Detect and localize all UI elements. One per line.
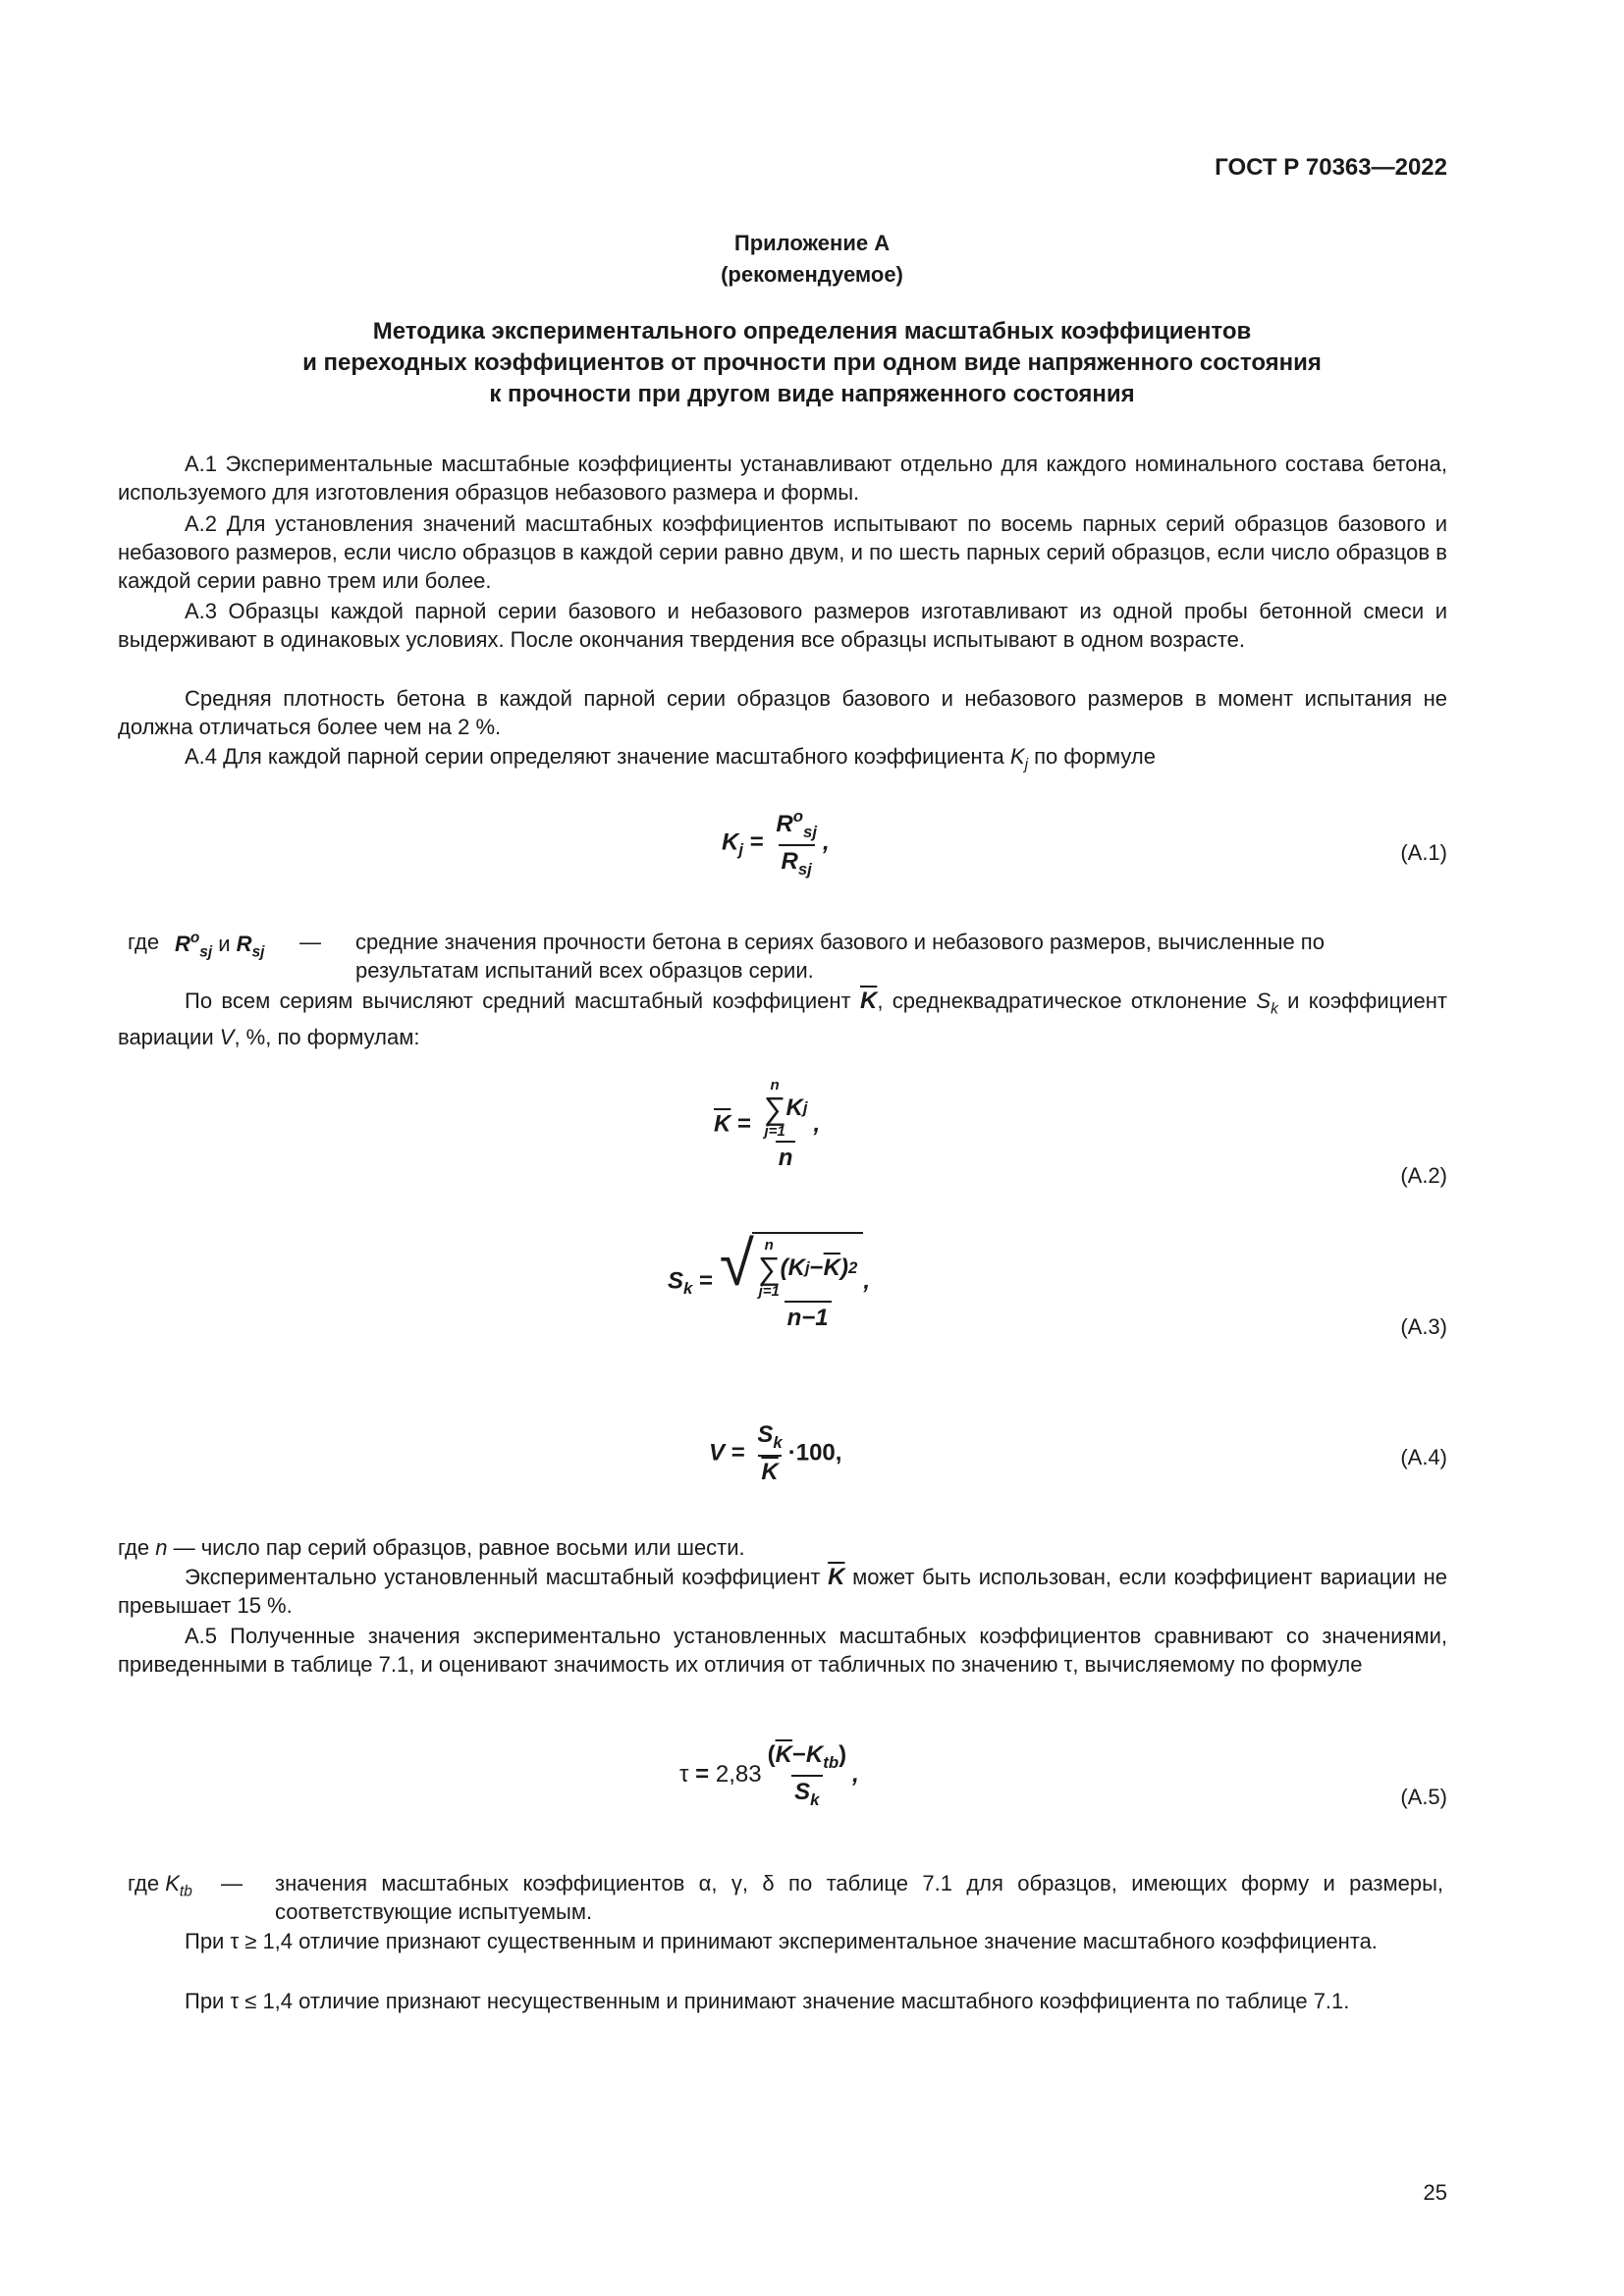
paragraph-density: Средняя плотность бетона в каждой парной серии образцов базового и небазового размеров в момент испытания не должна отличаться более чем на 2 %. [118,686,1447,739]
formula-a2-fraction: n ∑ j=1 K j n [763,1077,808,1171]
formula-a3-fraction: n ∑ j=1 (K j − $\overline{K}$ ) 2 n−1 [757,1237,858,1331]
paragraph-tau-le: При τ ≤ 1,4 отличие признают несущественным и принимают значение масштабного коэффициента по таблице 7.1. [185,1989,1350,2013]
annex-title: Приложение А [733,231,891,255]
formula-a1-fraction: $\frac{R^o_{sj}}{R_{sj}}$ [776,807,817,879]
formula-a5-number: (А.5) [1400,1785,1447,1809]
formula-a4-number: (А.4) [1400,1445,1447,1469]
page-number: 25 [1423,2180,1447,2205]
paragraph-a2: А.2 Для установления значений масштабных коэффициентов испытывают по восемь парных серий образцов базового и небазового размеров, если число образцов в каждой серии равно двум, и по шесть парных серий образцов, если число образцов в каждой серии равно трем или более. [118,511,1447,593]
definition-r-dash: — [299,930,321,954]
definition-ktb-dash: — [221,1871,243,1896]
formula-a4: V = $\frac{S_k}{K}$ ·100, [709,1421,842,1485]
paragraph-a3: А.3 Образцы каждой парной серии базового и небазового размеров изготавливают из одной пробы бетонной смеси и выдерживают в одинаковых условиях. После окончания твердения все образцы испытывают в одном возрасте. [118,599,1447,652]
definition-ktb-symbol: где $K_{tb}$ [128,1871,192,1900]
formula-a5-fraction: $\frac{(\overline{K}-K_{tb})}{S_k}$ [767,1741,847,1809]
definition-r-symbols: $R^o_{sj}$ и $R_{sj}$ [175,930,265,961]
definition-n: где n — число пар серий образцов, равное восьми или шести. [118,1535,745,1560]
paragraph-a4 [118,742,1447,778]
paragraph-a5: А.5 Полученные значения экспериментально установленных масштабных коэффициентов сравнивают со значениями, приведенными в таблице 7.1, и оценивают значимость их отличия от табличных по значению τ, вычисляемому по формуле [118,1624,1447,1677]
formula-a1-number: (А.1) [1400,840,1447,865]
formula-a5: τ = 2,83 $\frac{(\overline{K}-K_{tb})}{S_k}$ , [679,1741,859,1809]
formula-a3: $S_k$ = √ n ∑ j=1 (K j − $\overline{K}$ ) 2 n−1 , [668,1228,871,1331]
var-kj: $K_j$ [1009,744,1029,774]
formula-a3-number: (А.3) [1400,1314,1447,1339]
paragraph-a1: А.1 Экспериментальные масштабные коэффициенты устанавливают отдельно для каждого номинального состава бетона, используемого для изготовления образцов небазового размера и формы. [118,452,1447,505]
formula-a2-number: (А.2) [1400,1163,1447,1188]
paragraph-series: По всем сериям вычисляют средний масштабный коэффициент $\overline{K}$, среднеквадратическое отклонение $S_k$ и коэффициент вариации V, %, по формулам: [118,988,1447,1050]
section-title-line-1: Методика экспериментального определения масштабных коэффициентов [372,318,1252,345]
formula-a1: $K_j$ = $\frac{R^o_{sj}}{R_{sj}}$ , [722,807,830,879]
paragraph-experimental: Экспериментально установленный масштабный коэффициент $\overline{K}$ может быть использован, если коэффициент вариации не превышает 15 %. [118,1564,1447,1618]
paragraph-a4-text: А.4 Для каждой парной серии определяют значение масштабного коэффициента [185,744,1004,769]
annex-heading [0,228,1624,291]
section-title [0,316,1624,410]
definition-r-text: средние значения прочности бетона в сериях базового и небазового размеров, вычисленные по результатам испытаний всех образцов серии. [355,930,1325,983]
formula-a2: $\overline{K}$ = n ∑ j=1 K j n , [714,1077,821,1171]
paragraph-a4-end: по формуле [1034,744,1156,769]
annex-type: (рекомендуемое) [721,262,903,287]
definition-r-prefix: где [128,930,160,954]
formula-a4-fraction: $\frac{S_k}{K}$ [757,1421,783,1485]
section-title-line-2: и переходных коэффициентов от прочности при одном виде напряженного состояния [302,349,1322,376]
definition-ktb-text: значения масштабных коэффициентов α, γ, δ по таблице 7.1 для образцов, имеющих форму и размеры, соответствующие испытуемым. [275,1871,1443,1924]
section-title-line-3: к прочности при другом виде напряженного состояния [489,381,1135,407]
paragraph-tau-ge: При τ ≥ 1,4 отличие признают существенным и принимают экспериментальное значение масштабного коэффициента. [185,1929,1378,1953]
document-id-header: ГОСТ Р 70363—2022 [1215,154,1447,181]
